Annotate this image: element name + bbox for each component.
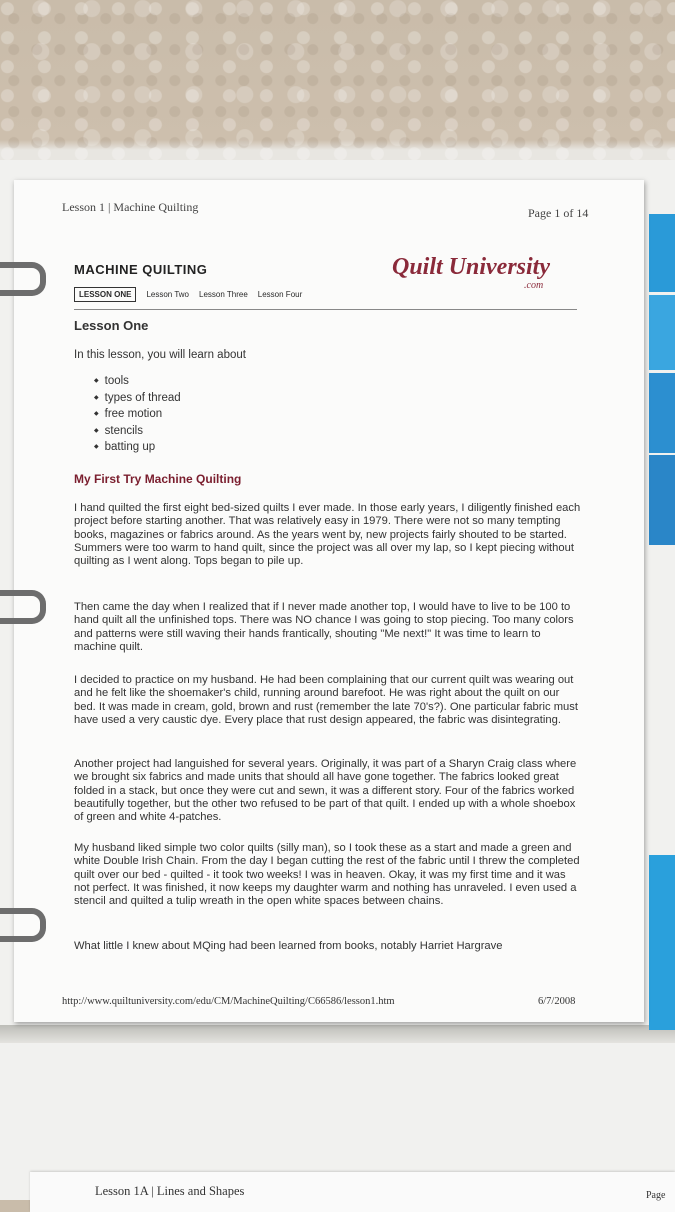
header-page-number: Page 1 of 14 (528, 206, 589, 220)
index-tab-3 (649, 373, 675, 453)
page-title: MACHINE QUILTING (74, 262, 208, 277)
list-item: ◆ stencils (94, 425, 181, 442)
intro-text: In this lesson, you will learn about (74, 349, 246, 361)
tab-lesson-two[interactable]: Lesson Two (146, 290, 189, 299)
list-item: ◆ types of thread (94, 392, 181, 409)
tab-lesson-four[interactable]: Lesson Four (257, 290, 303, 299)
logo: Quilt University (392, 254, 551, 280)
binder-edge (0, 1025, 675, 1043)
next-page-number: Page (646, 1190, 666, 1201)
topic-list (94, 375, 181, 458)
next-page-title: Lesson 1A | Lines and Shapes (95, 1184, 245, 1198)
paragraph-2: Then came the day when I realized that if I never made another top, I would have to live to be 100 to hand quilt all the unfinished tops. There was NO chance I was going to stop piecing. Too many colors and patterns were still waving their hands frantically, shouting "Me next!" It was time to learn to machine quilt. (74, 601, 574, 653)
wall-background (0, 0, 675, 165)
paragraph-3: I decided to practice on my husband. He had been complaining that our current quilt was wearing out and he felt like the shoemaker's child, running around barefoot. He was right about the quilt on our bed. It was made in cream, gold, brown and rust (remember the late 70's?). One particular fabric must have used a very caustic dye. Every place that rust design appeared, the fabric was disintegrating. (74, 674, 578, 726)
binder-ring-middle (0, 590, 46, 624)
tab-lesson-one[interactable]: LESSON ONE (74, 287, 136, 302)
section-heading: My First Try Machine Quilting (74, 472, 242, 486)
list-item: ◆ batting up (94, 441, 181, 458)
index-tab-4 (649, 455, 675, 545)
list-item: ◆ tools (94, 375, 181, 392)
logo-suffix: .com (524, 280, 544, 291)
header-divider (74, 309, 577, 310)
index-tab-1 (649, 214, 675, 292)
header-lesson-label: Lesson 1 | Machine Quilting (62, 200, 199, 214)
binder-ring-bottom (0, 908, 46, 942)
binder-ring-top (0, 262, 46, 296)
list-item: ◆ free motion (94, 408, 181, 425)
paragraph-4: Another project had languished for several years. Originally, it was part of a Sharyn Craig class where we brought six fabrics and made units that should all have gone together. The fabrics looked great folded in a stack, but once they were cut and sewn, it was a different story. Four of the fabrics worked beautifully together, but the other two refused to be part of that quilt. I ended up with a whole shoebox of green and white 4-patches. (74, 758, 577, 824)
lesson-heading: Lesson One (74, 318, 149, 333)
tab-lesson-three[interactable]: Lesson Three (199, 290, 248, 299)
paragraph-5: My husband liked simple two color quilts (silly man), so I took these as a start and made a green and white Double Irish Chain. From the day I began cutting the rest of the fabric until I threw the completed quilt over our bed - quilted - it took two weeks! I was in heaven. Okay, it was my first time and it was not perfect. It was finished, it now keeps my daughter warm and nothing has unraveled. I even used a stencil and quilted a tulip wreath in the open white spaces between chains. (74, 842, 580, 908)
index-tab-2 (649, 295, 675, 370)
footer-url: http://www.quiltuniversity.com/edu/CM/MachineQuilting/C66586/lesson1.htm (62, 996, 395, 1007)
lesson-tabs (74, 287, 302, 302)
index-tab-5 (649, 855, 675, 1030)
paragraph-6: What little I knew about MQing had been learned from books, notably Harriet Hargrave (74, 940, 503, 952)
next-page (30, 1172, 675, 1212)
lesson-page (14, 180, 644, 1022)
footer-date: 6/7/2008 (538, 996, 576, 1007)
paragraph-1: I hand quilted the first eight bed-sized quilts I ever made. In those early years, I diligently finished each project before starting another. That was relatively easy in 1979. There were not so many tempting books, magazines or fabrics around. As the years went by, new projects fairly shouted to be started. Summers were too warm to hand quilt, since the project was all over my lap, so I kept piecing without quilting as I went along. Tops began to pile up. (74, 502, 581, 568)
